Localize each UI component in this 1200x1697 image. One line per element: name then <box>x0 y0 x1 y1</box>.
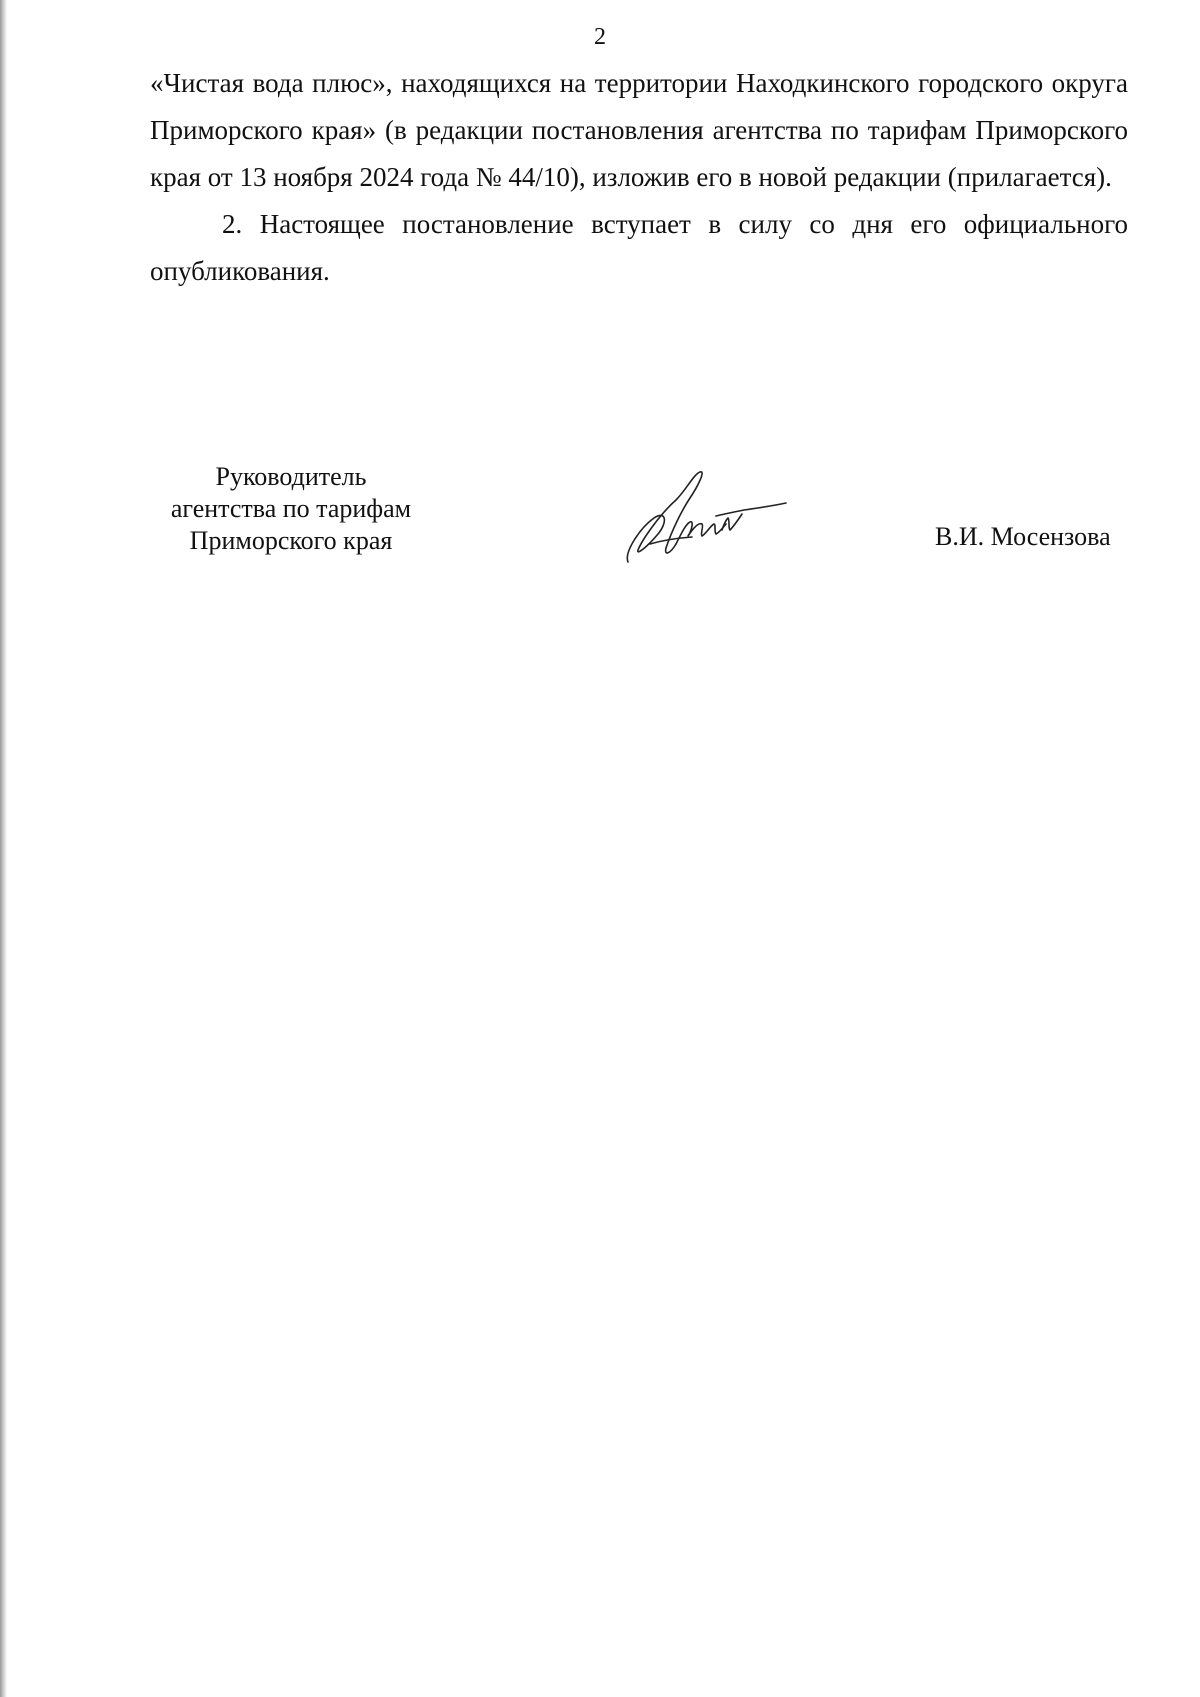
signatory-title <box>148 461 434 557</box>
scan-edge <box>0 0 7 1697</box>
paragraph-2: 2. Настоящее постановление вступает в силу со дня его официального опубликования. <box>150 209 1128 286</box>
signatory-title-line: Руководитель <box>215 462 367 491</box>
paragraph-1-continuation: «Чистая вода плюс», находящихся на территории Находкинского городского округа Приморского края» (в редакции постановления агентства по тарифам Приморского края от 13 ноября 2024 года № 44/10), изложив его в новой редакции (прилагается). <box>150 68 1128 192</box>
signatory-title-line: Приморского края <box>189 526 393 555</box>
signature-icon <box>620 470 790 570</box>
document-body <box>150 60 1128 295</box>
page-number: 2 <box>594 24 606 50</box>
signatory-title-line: агентства по тарифам <box>170 494 412 523</box>
signatory-name: В.И. Мосензова <box>935 522 1111 551</box>
